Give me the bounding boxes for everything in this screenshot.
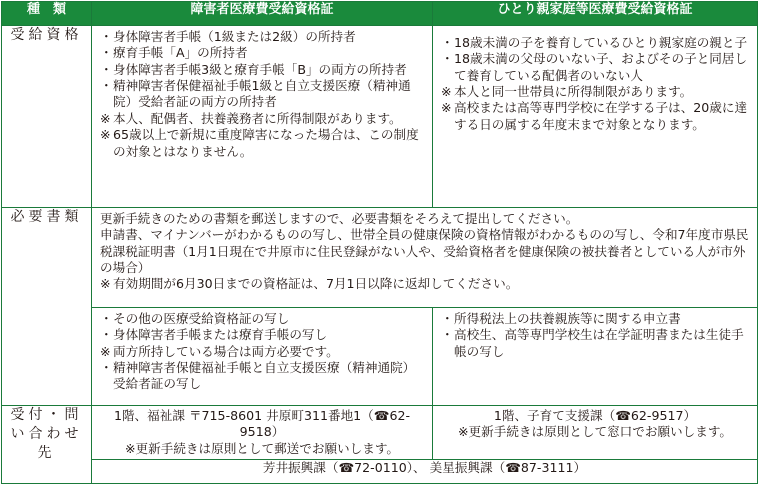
bullet-mark: ※ (100, 127, 111, 143)
contact-childcare-note: ※更新手続きは原則として窓口でお願いします。 (457, 424, 732, 440)
bullet-mark: ・ (100, 29, 113, 44)
item-text: 本人、配偶者、扶養義務者に所得制限があります。 (113, 110, 402, 126)
eligibility-note (100, 111, 426, 127)
eligibility-item (100, 29, 426, 45)
documents-common-cell (92, 208, 758, 308)
item-text: 身体障害者手帳3級と療育手帳「B」の両方の所持者 (113, 61, 407, 77)
bullet-mark: ・ (441, 35, 454, 50)
row-label-contact: 受付・問い合わせ先 (2, 406, 92, 484)
bullet-mark: ・ (441, 311, 454, 326)
eligibility-disability-list (92, 26, 432, 162)
item-text: 有効期間が6月30日までの資格証は、7月1日以降に返却してください。 (113, 276, 519, 292)
bullet-mark: ・ (441, 327, 454, 343)
contact-welfare-cell (92, 406, 433, 460)
eligibility-note (100, 127, 426, 160)
row-label-eligibility: 受給資格 (2, 26, 92, 208)
item-text: 精神障害者保健福祉手帳1級と自立支援医療（精神通院）受給者証の両方の所持者 (113, 78, 411, 110)
header-single-parent-certificate: ひとり親家庭等医療費受給資格証 (433, 2, 758, 26)
header-type: 種 類 (2, 2, 92, 26)
eligibility-item (441, 35, 751, 51)
item-text: 身体障害者手帳（1級または2級）の所持者 (113, 29, 356, 44)
eligibility-note (441, 100, 751, 133)
eligibility-item (100, 78, 426, 111)
contact-welfare-office: 1階、福祉課 〒715-8601 井原町311番地1（☎62-9518） (113, 408, 411, 440)
documents-single-parent-list (433, 308, 757, 362)
bullet-mark: ・ (100, 78, 113, 94)
documents-item (441, 311, 751, 327)
documents-item (100, 327, 426, 343)
documents-common-note (100, 276, 751, 292)
eligibility-item (441, 51, 751, 84)
bullet-mark: ・ (100, 45, 113, 61)
eligibility-single-parent-cell (433, 26, 758, 208)
bullet-mark: ・ (441, 51, 454, 67)
documents-item (100, 360, 426, 393)
bullet-mark: ※ (441, 84, 452, 100)
eligibility-item (100, 62, 426, 78)
contact-childcare-office: 1階、子育て支援課（☎62-9517） (493, 408, 697, 423)
documents-common-text (92, 208, 757, 295)
item-text: 18歳未満の子を養育しているひとり親家庭の親と子 (454, 35, 748, 50)
documents-item (100, 311, 426, 327)
item-text: その他の医療受給資格証の写し (113, 311, 290, 326)
item-text: 高校生、高等専門学校生は在学証明書または生徒手帳の写し (454, 327, 744, 359)
bullet-mark: ・ (100, 360, 113, 376)
eligibility-table (1, 1, 758, 484)
documents-common-line: 更新手続きのための書類を郵送しますので、必要書類をそろえて提出してください。 (100, 211, 579, 226)
header-disability-certificate: 障害者医療費受給資格証 (92, 2, 433, 26)
bullet-mark: ・ (100, 61, 113, 77)
item-text: 所得税法上の扶養親族等に関する申立書 (454, 311, 681, 326)
eligibility-disability-cell (92, 26, 433, 208)
row-label-documents: 必要書類 (2, 208, 92, 406)
contact-welfare-note: ※更新手続きは原則として郵送でお願いします。 (124, 440, 399, 456)
documents-single-parent-cell (433, 308, 758, 406)
documents-common-line: 申請書、マイナンバーがわかるものの写し、世帯全員の健康保険の資格情報がわかるものの写し、令和7年度市県民税課税証明書（1月1日現在で井原市に住民登録がない人や、受給資格者を健康保険の被扶養者としている人が市外の場合） (100, 227, 749, 276)
bullet-mark: ※ (441, 100, 452, 116)
contact-branches: 芳井振興課（☎72-0110）、 美星振興課（☎87-3111） (92, 460, 758, 484)
documents-disability-cell (92, 308, 433, 406)
item-text: 18歳未満の父母のいない子、およびその子と同居して養育している配偶者のいない人 (454, 51, 748, 83)
item-text: 身体障害者手帳または療育手帳の写し (113, 327, 328, 343)
bullet-mark: ※ (100, 110, 111, 126)
item-text: 65歳以上で新規に重度障害になった場合は、この制度の対象とはなりません。 (113, 127, 419, 159)
documents-item (441, 327, 751, 360)
bullet-mark: ※ (100, 276, 111, 292)
eligibility-item (100, 45, 426, 61)
bullet-mark: ・ (100, 311, 113, 326)
item-text: 療育手帳「A」の所持者 (113, 45, 248, 61)
documents-item (100, 344, 426, 360)
documents-disability-list (92, 308, 432, 395)
item-text: 両方所持している場合は両方必要です。 (113, 343, 339, 359)
bullet-mark: ※ (100, 343, 111, 359)
bullet-mark: ・ (100, 327, 113, 343)
item-text: 本人と同一世帯員に所得制限があります。 (454, 84, 693, 100)
contact-childcare-cell (433, 406, 758, 460)
eligibility-single-parent-list (433, 26, 757, 135)
item-text: 高校または高等専門学校に在学する子は、20歳に達する日の属する年度末まで対象となります。 (454, 100, 748, 132)
item-text: 精神障害者保健福祉手帳と自立支援医療（精神通院）受給者証の写し (113, 360, 416, 392)
eligibility-note (441, 84, 751, 100)
